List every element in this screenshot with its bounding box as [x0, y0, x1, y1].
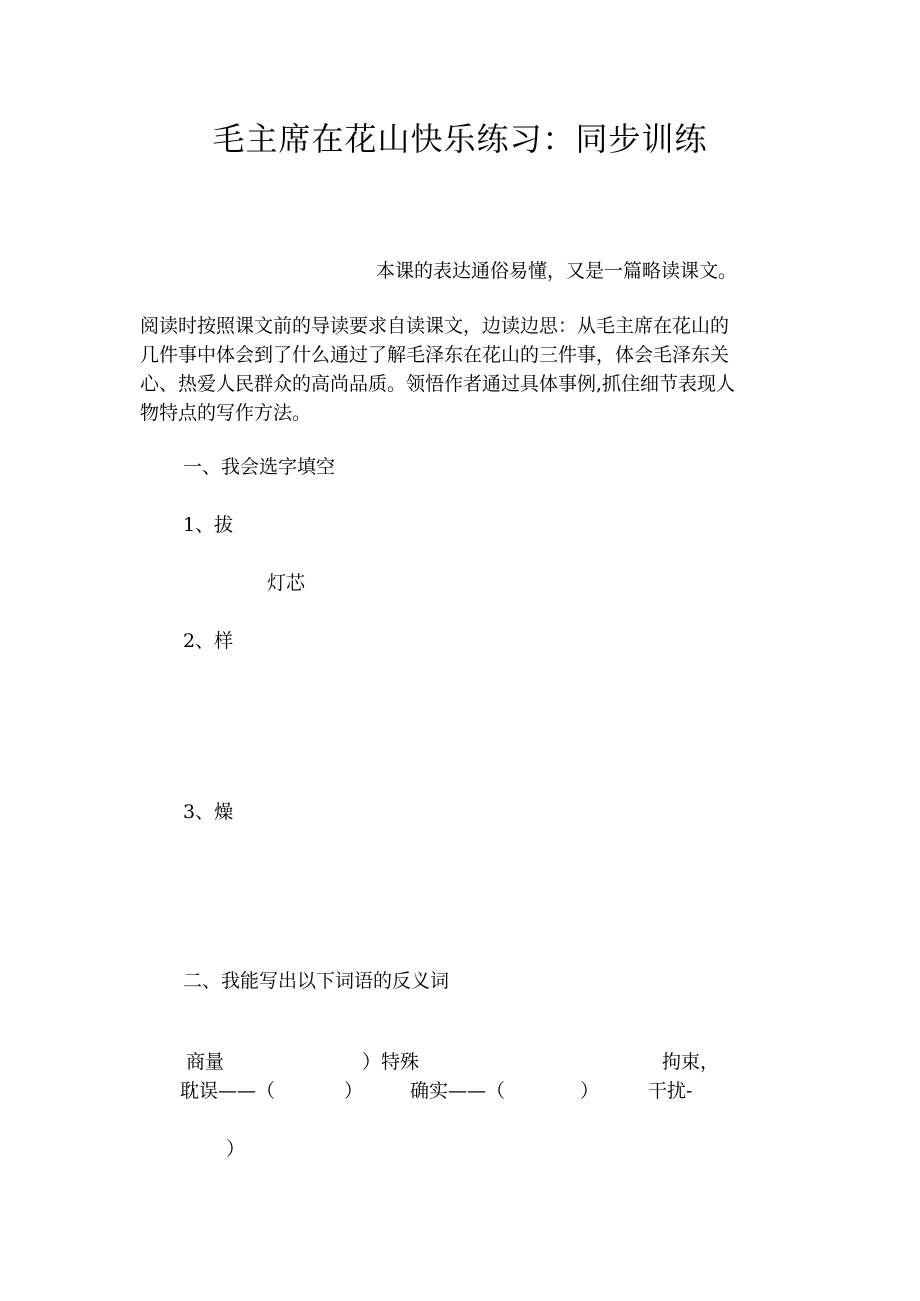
paragraph-line: 几件事中体会到了什么通过了解毛泽东在花山的三件事，体会毛泽东关 [140, 344, 730, 366]
antonym-word: 确实——（ [410, 1080, 506, 1102]
exercise-item-3: 3、燥 [183, 801, 234, 823]
page-title: 毛主席在花山快乐练习：同步训练 [212, 120, 708, 158]
paragraph-line: 心、热爱人民群众的高尚品质。领悟作者通过具体事例,抓住细节表现人 [140, 373, 736, 395]
antonym-blank-close: ） [580, 1080, 600, 1102]
intro-text: 本课的表达通俗易懂，又是一篇略读课文。 [376, 260, 738, 282]
antonym-word: 拘束， [662, 1051, 720, 1073]
antonym-blank-close: ） [226, 1138, 246, 1160]
paragraph-line: 物特点的写作方法。 [140, 402, 312, 424]
antonym-word: 商量 [186, 1051, 225, 1073]
antonym-word: ）特殊 [362, 1051, 420, 1073]
section1-heading: 一、我会选字填空 [183, 456, 336, 478]
guidance-paragraph [140, 312, 790, 428]
section2-heading: 二、我能写出以下词语的反义词 [183, 970, 450, 992]
exercise-item-1: 1、拔 [183, 514, 234, 536]
antonym-blank-close: ） [344, 1080, 364, 1102]
exercise-item-1-word: 灯芯 [267, 572, 306, 594]
antonym-word: 干扰- [648, 1080, 693, 1102]
antonym-word: 耽误——（ [180, 1080, 276, 1102]
paragraph-line: 阅读时按照课文前的导读要求自读课文，边读边思：从毛主席在花山的 [140, 315, 730, 337]
exercise-item-2: 2、样 [183, 630, 234, 652]
